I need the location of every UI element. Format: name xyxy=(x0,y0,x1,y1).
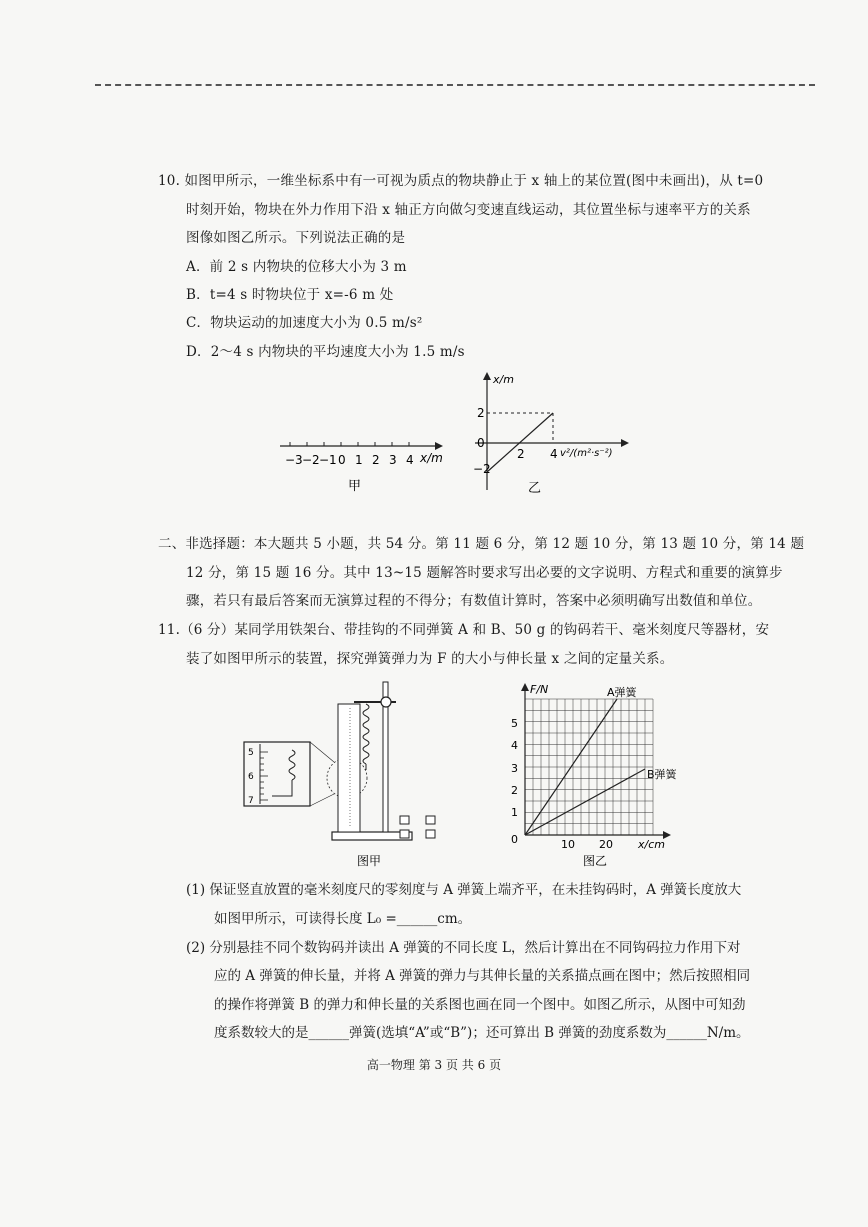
y-axis-arrow xyxy=(521,683,529,691)
q10-figure-jia xyxy=(270,430,450,500)
x-axis-label: x/cm xyxy=(638,838,665,851)
section-2-line-2: 12 分，第 15 题 16 分。其中 13~15 题解答时要求写出必要的文字说明、方程式和重要的演算步 xyxy=(186,565,783,581)
tick-label: −3 xyxy=(285,453,303,467)
figure-caption: 甲 xyxy=(348,479,362,494)
q10-option-b: B．t=4 s 时物块位于 x=-6 m 处 xyxy=(186,287,394,303)
hook-weight xyxy=(400,830,409,838)
tick-label: 1 xyxy=(355,453,363,467)
number-line-ticks xyxy=(290,442,409,446)
y-tick-label: 1 xyxy=(511,806,518,819)
q10-option-c: C．物块运动的加速度大小为 0.5 m/s² xyxy=(186,315,423,331)
figure-caption: 图乙 xyxy=(583,854,608,868)
tick-label: 2 xyxy=(372,453,380,467)
tick-label: 0 xyxy=(338,453,346,467)
y-tick-label: 3 xyxy=(511,762,518,775)
x-axis-label: v²/(m²·s⁻²) xyxy=(560,448,613,459)
number-line-arrow xyxy=(435,442,443,450)
series-a-label: A弹簧 xyxy=(607,686,637,699)
y-axis-arrow xyxy=(483,372,491,380)
x-tick-label: 10 xyxy=(561,838,575,851)
stand-clamp xyxy=(381,697,391,707)
q10-option-a: A．前 2 s 内物块的位移大小为 3 m xyxy=(186,259,407,275)
q11-stem-line-2: 装了如图甲所示的装置，探究弹簧弹力为 F 的大小与伸长量 x 之间的定量关系。 xyxy=(186,651,674,667)
q11-sub2-line-4: 度系数较大的是______弹簧(选填“A”或“B”)；还可算出 B 弹簧的劲度系数为______N/m。 xyxy=(214,1025,750,1041)
y-tick-label: 0 xyxy=(511,833,518,846)
hook-weight xyxy=(426,816,435,824)
tick-label: 3 xyxy=(389,453,397,467)
axis-label: x/m xyxy=(420,451,443,465)
y-tick-label: 4 xyxy=(511,739,518,752)
x-tick-label: 20 xyxy=(599,838,613,851)
x-tick-label: 2 xyxy=(517,447,525,461)
q11-figure-jia xyxy=(240,678,460,870)
q11-sub2-line-1: (2) 分别悬挂不同个数钩码并读出 A 弹簧的不同长度 L，然后计算出在不同钩码拉力作用下对 xyxy=(186,940,741,956)
y-tick-label: −2 xyxy=(473,462,491,476)
series-b-label: B弹簧 xyxy=(647,768,677,781)
inset-hook xyxy=(272,780,292,796)
meter-ruler xyxy=(338,704,360,832)
zoom-leader xyxy=(310,742,334,762)
y-tick-label: 5 xyxy=(511,717,518,730)
inset-spring xyxy=(289,750,295,780)
q11-sub2-line-3: 的操作将弹簧 B 的弹力和伸长量的关系图也画在同一个图中。如图乙所示，从图中可知劲 xyxy=(214,997,746,1013)
inset-scale-label: 6 xyxy=(248,772,254,782)
y-tick-label: 2 xyxy=(511,784,518,797)
grid-lines xyxy=(525,699,653,835)
hook-weight xyxy=(426,830,435,838)
x-tick-label: 4 xyxy=(550,447,558,461)
figure-caption: 图甲 xyxy=(357,854,382,868)
y-axis-label: F/N xyxy=(530,683,549,696)
tick-label: −2 xyxy=(302,453,320,467)
q10-option-d: D．2～4 s 内物块的平均速度大小为 1.5 m/s xyxy=(186,344,465,360)
scan-border-line xyxy=(95,84,815,86)
q10-figure-yi xyxy=(465,370,635,500)
y-tick-label: 2 xyxy=(477,406,485,420)
y-axis-label: x/m xyxy=(493,373,514,386)
tick-label: −1 xyxy=(319,453,337,467)
q11-sub1-line-2: 如图甲所示，可读得长度 L₀ =______cm。 xyxy=(214,911,472,927)
hook-weight xyxy=(400,816,409,824)
q10-stem-line-3: 图像如图乙所示。下列说法正确的是 xyxy=(186,230,406,246)
inset-scale-label: 5 xyxy=(248,748,254,758)
inset-ruler-ticks xyxy=(260,752,268,800)
tick-label: 4 xyxy=(406,453,414,467)
q10-stem-line-2: 时刻开始，物块在外力作用下沿 x 轴正方向做匀变速直线运动，其位置坐标与速率平方的关系 xyxy=(186,202,751,218)
series-b-line xyxy=(525,769,645,835)
x-axis-arrow xyxy=(621,439,629,447)
figure-caption: 乙 xyxy=(528,481,542,496)
page-footer: 高一物理 第 3 页 共 6 页 xyxy=(366,1058,502,1072)
q11-stem-line-1: 11.（6 分）某同学用铁架台、带挂钩的不同弹簧 A 和 B、50 g 的钩码若干、毫米刻度尺等器材，安 xyxy=(158,622,770,638)
y-tick-label: 0 xyxy=(477,436,485,450)
inset-scale-label: 7 xyxy=(248,796,254,806)
q10-stem-line-1: 10. 如图甲所示，一维坐标系中有一可视为质点的物块静止于 x 轴上的某位置(图中未画出)，从 t=0 xyxy=(158,173,764,189)
zoom-leader xyxy=(310,794,334,806)
spring-a xyxy=(363,704,369,764)
section-2-line-1: 二、非选择题：本大题共 5 小题，共 54 分。第 11 题 6 分，第 12 题 10 分，第 13 题 10 分，第 14 题 xyxy=(158,536,805,552)
q11-figure-yi xyxy=(505,683,685,873)
q11-sub2-line-2: 应的 A 弹簧的伸长量，并将 A 弹簧的弹力与其伸长量的关系描点画在图中；然后按照相同 xyxy=(214,968,751,984)
section-2-line-3: 骤，若只有最后答案而无演算过程的不得分；有数值计算时，答案中必须明确写出数值和单位。 xyxy=(186,593,762,609)
q11-sub1-line-1: (1) 保证竖直放置的毫米刻度尺的零刻度与 A 弹簧上端齐平，在未挂钩码时，A 弹簧长度放大 xyxy=(186,882,742,898)
